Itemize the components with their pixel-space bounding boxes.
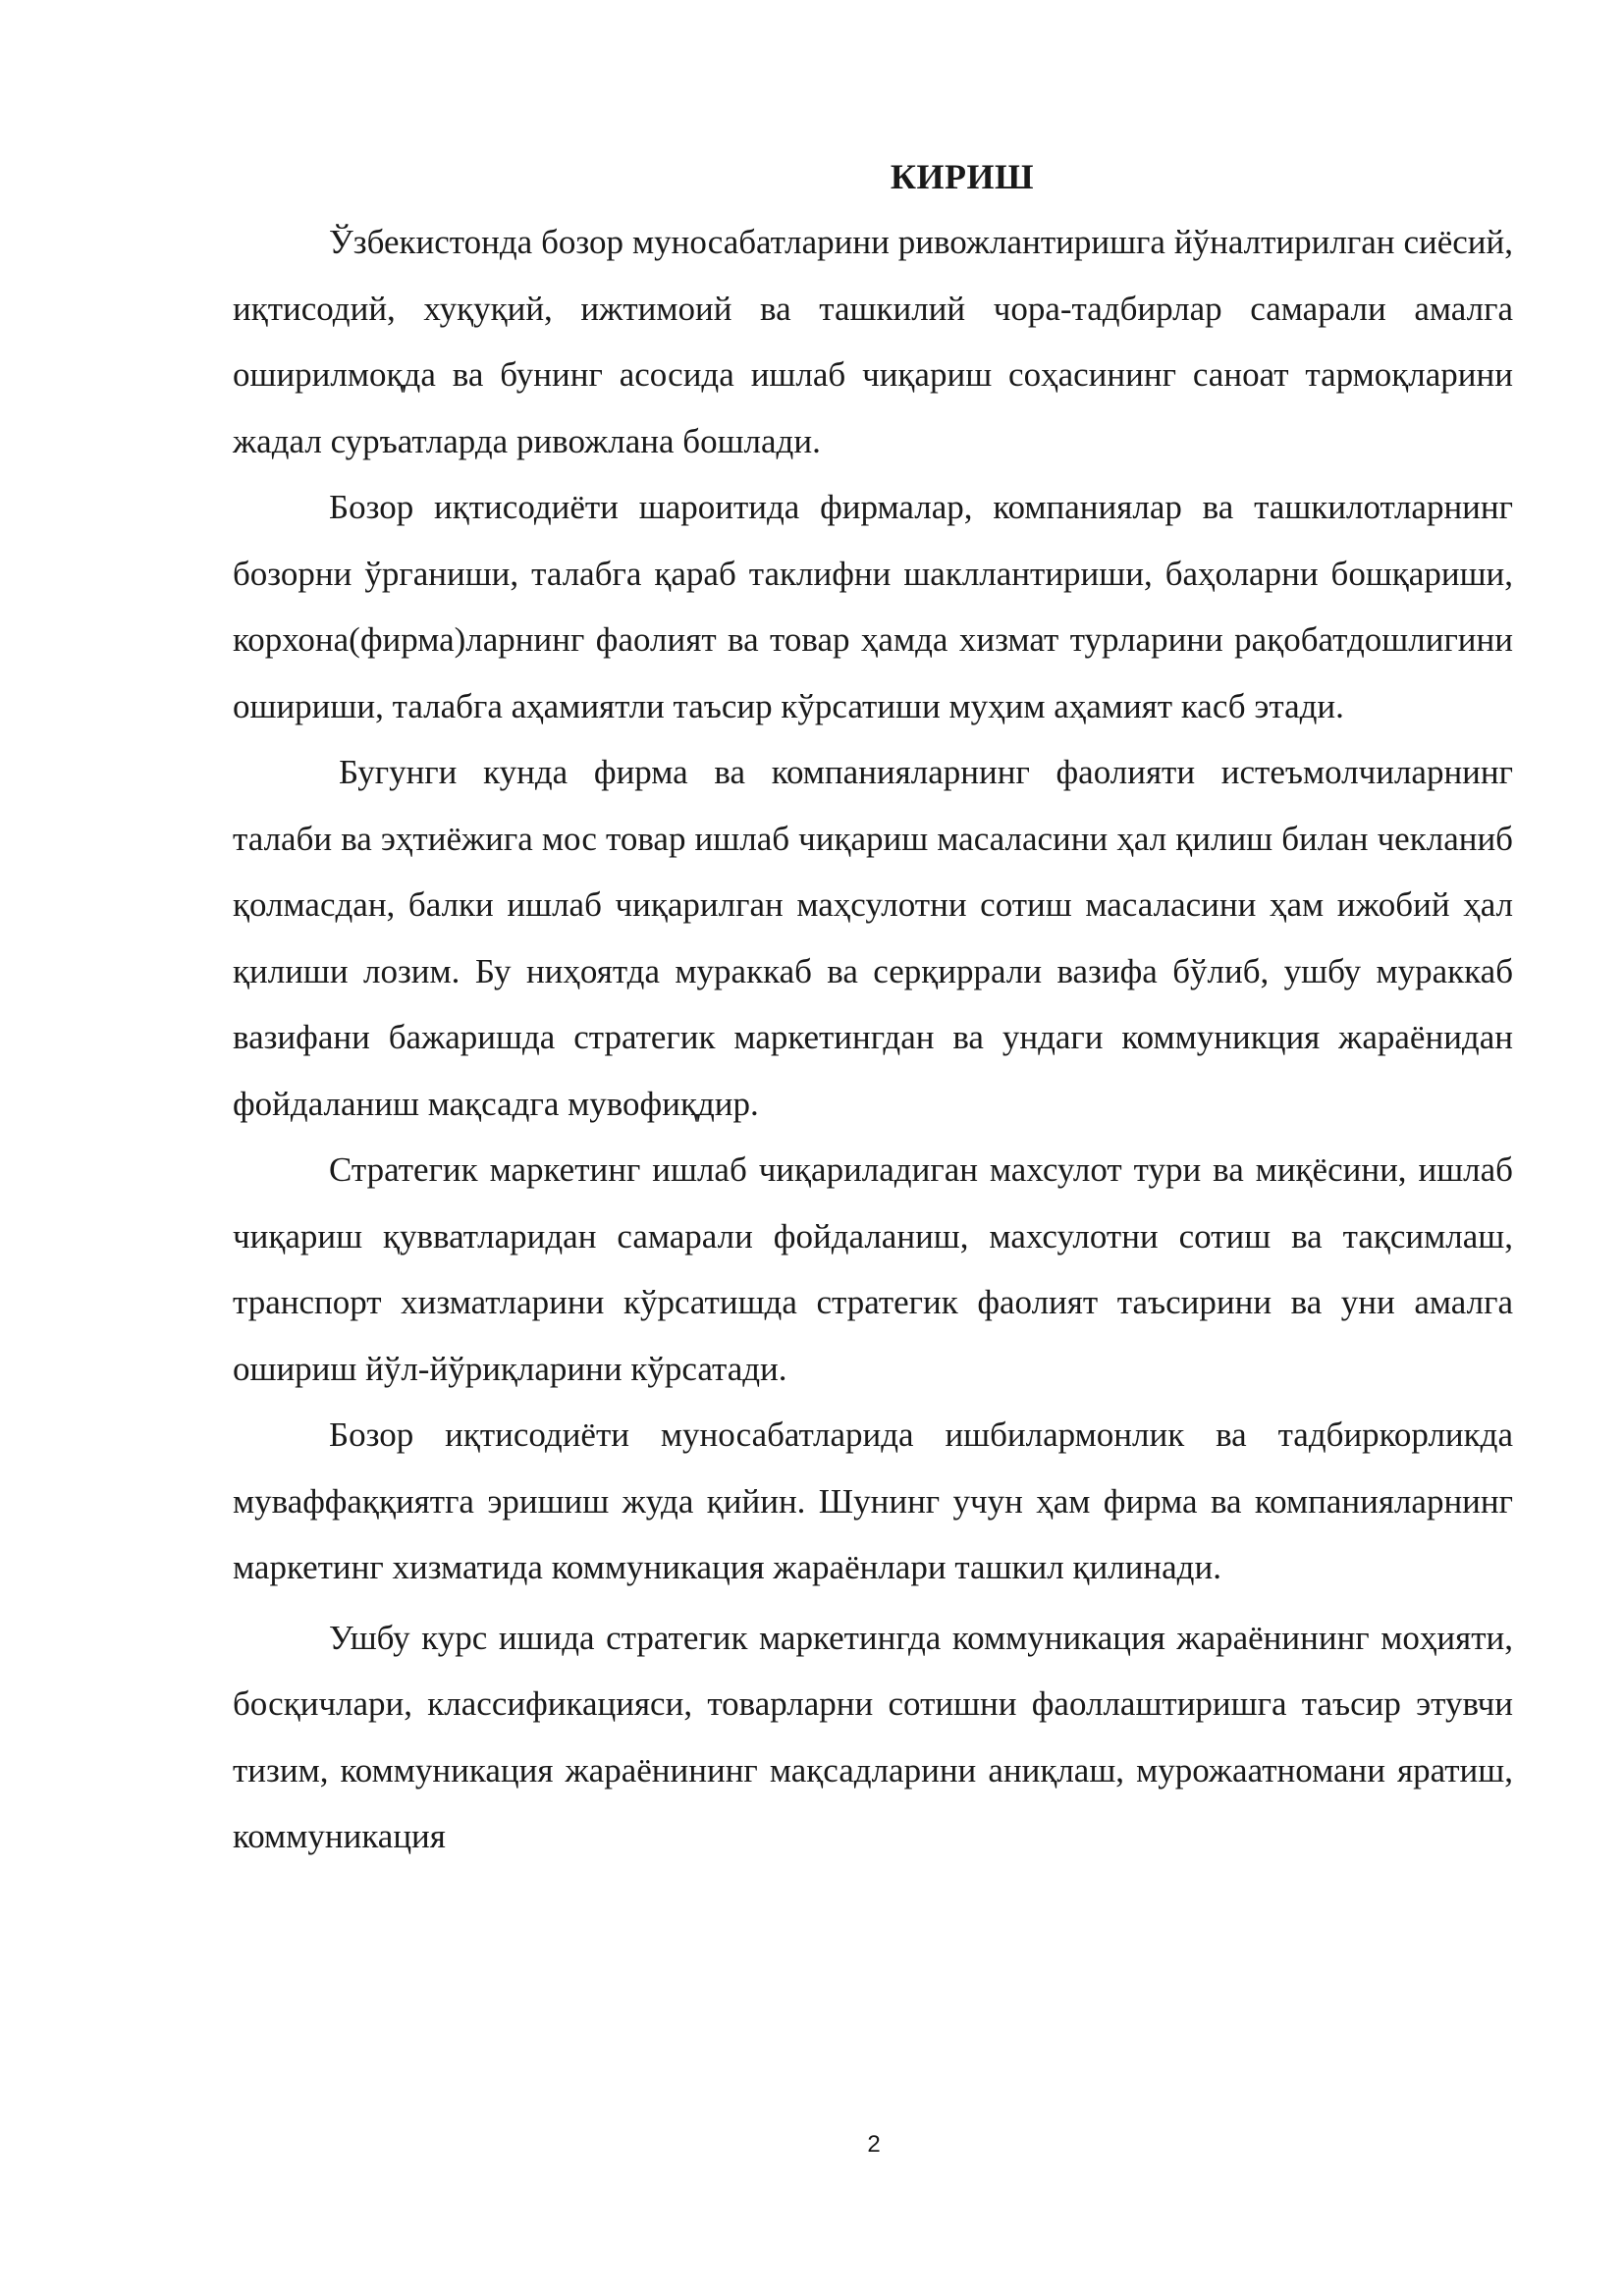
paragraph-3: Бугунги кунда фирма ва компанияларнинг фаолияти истеъмолчиларнинг талаби ва эҳтиёжига мос товар ишлаб чиқариш масаласини ҳал қилиш билан чекланиб қолмасдан, балки ишлаб чиқарилган маҳсулотни сотиш масаласини ҳам ижобий ҳал қилиши лозим. Бу ниҳоятда мураккаб ва серқиррали вазифа бўлиб, ушбу мураккаб вазифани бажаришда стратегик маркетингдан ва ундаги коммуникция жараёнидан фойдаланиш мақсадга мувофиқдир. bbox=[233, 753, 1513, 1123]
page-number: 2 bbox=[867, 2131, 881, 2158]
page-title: КИРИШ bbox=[890, 157, 1035, 196]
paragraph-2: Бозор иқтисодиёти шароитида фирмалар, компаниялар ва ташкилотларнинг бозорни ўрганиши, талабга қараб таклифни шакллантириши, баҳоларни бошқариши, корхона(фирма)ларнинг фаолият ва товар ҳамда хизмат турларини рақобатдошлигини ошириши, талабга аҳамиятли таъсир кўрсатиши муҳим аҳамият касб этади. bbox=[233, 488, 1513, 725]
paragraph-4: Стратегик маркетинг ишлаб чиқариладиган махсулот тури ва миқёсини, ишлаб чиқариш қувватларидан самарали фойдаланиш, махсулотни сотиш ва тақсимлаш, транспорт хизматларини кўрсатишда стратегик фаолият таъсирини ва уни амалга ошириш йўл-йўриқларини кўрсатади. bbox=[233, 1150, 1513, 1388]
paragraph-6: Ушбу курс ишида стратегик маркетингда коммуникация жараёнининг моҳияти, босқичлари, классификацияси, товарларни сотишни фаоллаштиришга таъсир этувчи тизим, коммуникация жараёнининг мақсадларини аниқлаш, мурожаатномани яратиш, коммуникация bbox=[233, 1618, 1513, 1855]
paragraph-5: Бозор иқтисодиёти муносабатларида ишбилармонлик ва тадбиркорликда муваффаққиятга эришиш жуда қийин. Шунинг учун ҳам фирма ва компанияларнинг маркетинг хизматида коммуникация жараёнлари ташкил қилинади. bbox=[233, 1415, 1513, 1586]
paragraph-1: Ўзбекистонда бозор муносабатларини ривожлантиришга йўналтирилган сиёсий, иқтисодий, хуқуқий, ижтимоий ва ташкилий чора-тадбирлар самарали амалга оширилмоқда ва бунинг асосида ишлаб чиқариш соҳасининг саноат тармоқларини жадал суръатларда ривожлана бошлади. bbox=[233, 223, 1513, 460]
document-body bbox=[233, 209, 1513, 1870]
